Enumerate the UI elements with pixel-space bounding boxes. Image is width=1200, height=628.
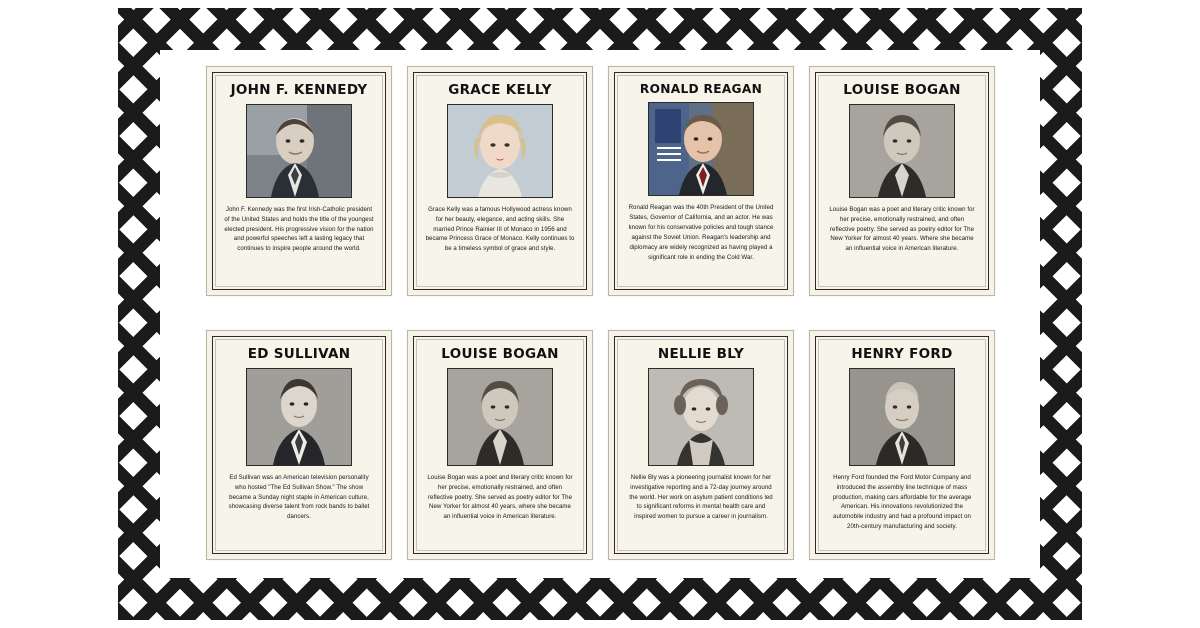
portrait-photo-ronald-reagan	[648, 102, 754, 196]
biography-card[interactable]	[809, 330, 995, 560]
card-title: LOUISE BOGAN	[843, 82, 961, 98]
card-title: GRACE KELLY	[448, 82, 552, 98]
card-description: Henry Ford founded the Ford Motor Company and introduced the assembly line technique of mass production, making cars affordable for the average American. His innovations revolutionized the automobile industry and had a profound impact on 20th-century manufacturing and society.	[832, 473, 972, 531]
portrait-photo-louise-bogan	[849, 104, 955, 198]
biography-card[interactable]	[206, 330, 392, 560]
card-title: JOHN F. KENNEDY	[230, 82, 368, 98]
biography-card[interactable]	[608, 66, 794, 296]
portrait-photo-henry-ford	[849, 368, 955, 466]
portrait-photo-nellie-bly	[648, 368, 754, 466]
card-description: Grace Kelly was a famous Hollywood actress known for her beauty, elegance, and acting skills. She married Prince Rainier III of Monaco in 1956 and became Princess Grace of Monaco. Kelly continues to be a timeless symbol of grace and style.	[425, 205, 575, 253]
card-description: Louise Bogan was a poet and literary critic known for her precise, emotionally restrained, and often reflective poetry. She served as poetry editor for The New Yorker for almost 40 years. Where she became an influential voice in American literature.	[829, 205, 975, 253]
biography-card[interactable]	[407, 66, 593, 296]
card-description: John F. Kennedy was the first Irish-Catholic president of the United States and holds the title of the youngest elected president. His progressive vision for the nation and powerful speeches left a lasting legacy that continues to inspire people around the world.	[224, 205, 374, 253]
portrait-photo-louise-bogan	[447, 368, 553, 466]
biography-card[interactable]	[407, 330, 593, 560]
biography-card[interactable]	[809, 66, 995, 296]
card-description: Ronald Reagan was the 40th President of the United States, Governor of California, and an actor. He was known for his conservative policies and tough stance against the Soviet Union. Reagan's leadership and diplomacy are widely recognized as having played a significant role in ending the Cold War.	[628, 204, 774, 261]
card-title: RONALD REAGAN	[639, 82, 763, 96]
portrait-photo-jfk	[246, 104, 352, 198]
card-title: ED SULLIVAN	[247, 346, 351, 362]
portrait-photo-grace-kelly	[447, 104, 553, 198]
biography-card[interactable]	[608, 330, 794, 560]
card-description: Louise Bogan was a poet and literary critic known for her precise, emotionally restrained, and often reflective poetry. She served as poetry editor for The New Yorker for almost 40 years, where she became an influential voice in American literature.	[427, 473, 573, 521]
card-description: Nellie Bly was a pioneering journalist known for her investigative reporting and a 72-day journey around the world. Her work on asylum patient conditions led to significant reforms in mental health care and inspired women to pursue a career in journalism.	[629, 473, 773, 521]
card-title: NELLIE BLY	[657, 346, 745, 362]
card-title: LOUISE BOGAN	[441, 346, 559, 362]
biography-card-grid	[206, 66, 996, 564]
biography-card[interactable]	[206, 66, 392, 296]
portrait-photo-ed-sullivan	[246, 368, 352, 466]
card-title: HENRY FORD	[851, 346, 953, 362]
card-description: Ed Sullivan was an American television personality who hosted "The Ed Sullivan Show." The show became a Sunday night staple in American culture, showcasing diverse talent from rock bands to ballet dancers.	[228, 473, 370, 521]
